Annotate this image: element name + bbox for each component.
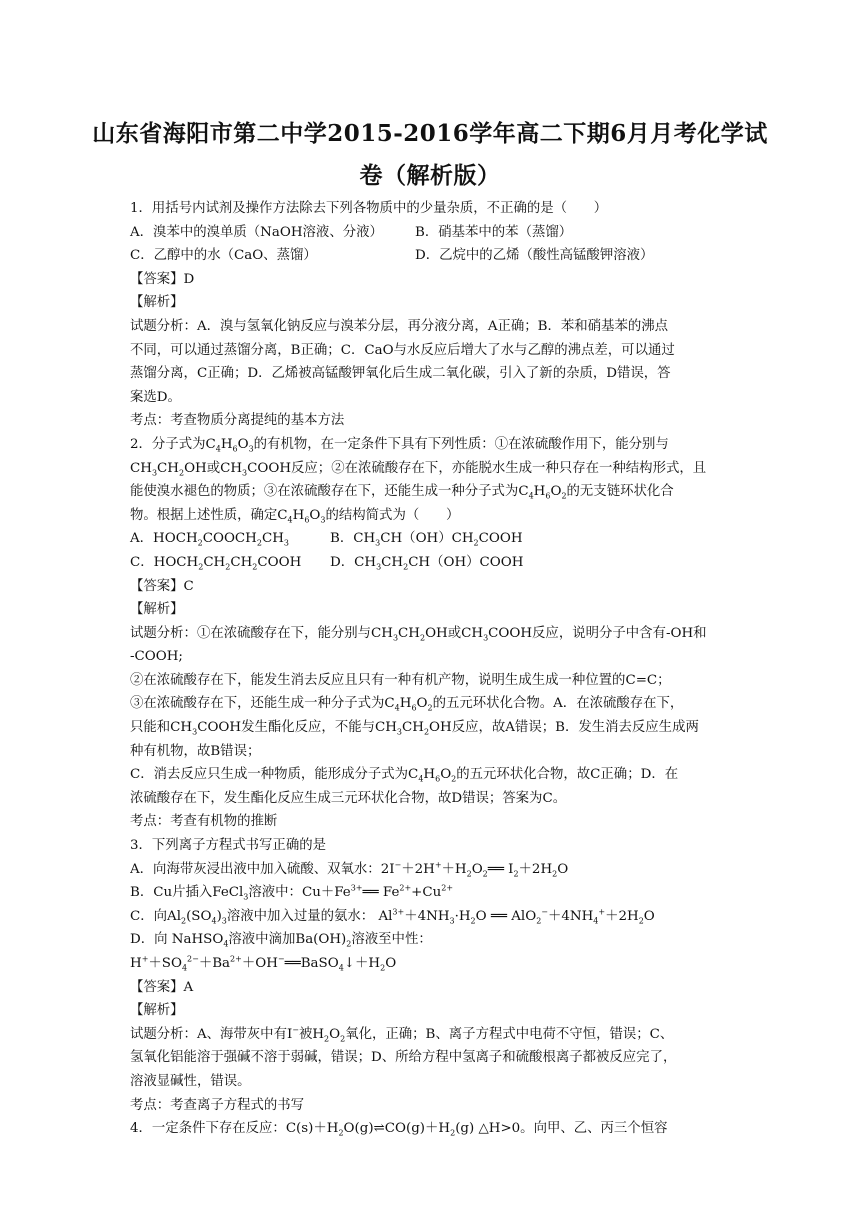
document-title-line-1: 山东省海阳市第二中学2015-2016学年高二下期6月月考化学试 [92,120,768,147]
q2-analysis-line: ②在浓硫酸存在下，能发生消去反应且只有一种有机产物，说明生成生成一种位置的C=C； [130,672,671,688]
q1-option-b: B．硝基苯中的苯（蒸馏） [415,224,573,240]
q2-answer: 【答案】C [130,578,194,594]
q1-analysis-line: 蒸馏分离，C正确；D．乙烯被高锰酸钾氧化后生成二氧化碳，引入了新的杂质，D错误，答 [130,366,671,382]
q2-analysis-line: 试题分析：①在浓硫酸存在下，能分别与$CH_3CH_2OH$或$CH_3COOH$反应，说明分子中含有-OH和 [130,625,707,643]
q1-option-a: A．溴苯中的溴单质（NaOH溶液、分液） [130,224,383,240]
q1-analysis-label: 【解析】 [130,295,184,311]
q2-option-b: B．$CH_3CH(OH)CH_2COOH$ [330,531,523,548]
q3-analysis-line: 试题分析：A、海带灰中有I−被$H_2O_2$氧化，正确；B、离子方程式中电荷不守恒，错误；C、 [130,1025,674,1044]
q1-option-d: D．乙烷中的乙烯（酸性高锰酸钾溶液） [415,248,654,264]
q1-answer: 【答案】D [130,271,195,287]
q2-analysis-line: 种有机物，故B错误； [130,743,261,759]
q1-point: 考点：考查物质分离提纯的基本方法 [130,413,345,429]
q3-point: 考点：考查离子方程式的书写 [130,1097,305,1113]
question-1-options-row-2 [130,244,750,268]
question-2-stem-line: $CH_3CH_2OH$或$CH_3COOH$反应；②在浓硫酸存在下，亦能脱水生成一种只存在一种结构形式，且 [130,460,707,478]
question-4-stem: 4．一定条件下存在反应：$C(s)+H_2O(g)\rightleftharpoons CO(g)+H_2(g)$ △H>0。向甲、乙、丙三个恒容 [130,1121,668,1138]
q3-option-c: C．向$Al_2(SO_4)_3$溶液中加入过量的氨水： $Al^{3+}+4NH_3\cdot H_2O$ ══ $AlO_2^-+4NH_4^++2H_2O$ [130,907,655,926]
q1-option-c: C．乙醇中的水（CaO、蒸馏） [130,248,317,264]
q3-analysis-label: 【解析】 [130,1003,184,1019]
question-3-stem: 3．下列离子方程式书写正确的是 [130,838,326,854]
equilibrium-arrow-icon: ⇌ [373,1121,385,1137]
question-2-options-row-1 [130,527,750,551]
q3-option-a: A．向海带灰浸出液中加入硫酸、双氧水：$2I^-+2H^++H_2O_2══$ $I_2+2H_2O$ [130,860,569,879]
document-title-line-2: 卷（解析版） [359,162,501,189]
q2-analysis-line: C．消去反应只生成一种物质，能形成分子式为$C_4H_6O_2$的五元环状化合物，故C正确；D．在 [130,767,679,784]
q2-point: 考点：考查有机物的推断 [130,814,278,830]
q2-analysis-line: -COOH; [130,649,183,665]
question-2-options-row-2 [130,551,750,575]
q2-analysis-line: ③在浓硫酸存在下，还能生成一种分子式为$C_4H_6O_2$的五元环状化合物。A．在浓硫酸存在下， [130,696,684,714]
q2-option-d: D．$CH_3CH_2CH(OH)COOH$ [330,554,524,572]
q2-analysis-label: 【解析】 [130,602,184,618]
q2-analysis-line: 只能和$CH_3COOH$发生酯化反应，不能与$CH_3CH_2OH$反应，故A错误；B．发生消去反应生成两 [130,720,699,737]
q1-analysis-line: 案选D。 [130,389,181,405]
question-2-stem-line: 能使溴水褪色的物质；③在浓硫酸存在下，还能生成一种分子式为$C_4H_6O_2$的无支链环状化合 [130,484,674,501]
q3-answer: 【答案】A [130,979,194,995]
q3-option-d: D．向 NaHSO$_4$溶液中滴加$Ba(OH)_2$溶液至中性： [130,932,432,950]
document-body [130,197,750,1141]
q1-analysis-line: 不同，可以通过蒸馏分离，B正确；C．CaO与水反应后增大了水与乙醇的沸点差，可以通过 [130,342,675,358]
question-1-stem: 1．用括号内试剂及操作方法除去下列各物质中的少量杂质，不正确的是（ ） [130,201,608,216]
q3-option-d-equation: $H^++SO_4^{2-}+Ba^{2+}+OH^-══BaSO_4↓+H_2O$ [130,954,397,973]
q3-option-b: B．Cu片插入FeCl$_3$溶液中：$Cu+Fe^{3+}══$ $Fe^{2+}+Cu^{2+}$ [130,883,454,902]
q2-option-c: C．$HOCH_2CH_2CH_2COOH$ [130,554,302,572]
q3-analysis-line: 溶液显碱性，错误。 [130,1073,251,1089]
q3-analysis-line: 氢氧化铝能溶于强碱不溶于弱碱，错误；D、所给方程中氢离子和硫酸根离子都被反应完了， [130,1050,677,1066]
q2-analysis-line: 浓硫酸存在下，发生酯化反应生成三元环状化合物，故D错误；答案为C。 [130,790,567,806]
question-2-stem-line: 物。根据上述性质，确定$C_4H_6O_3$的结构简式为（ ） [130,507,460,525]
question-1-options-row-1 [130,221,750,245]
question-2-stem-line: 2．分子式为$C_4H_6O_3$的有机物，在一定条件下具有下列性质：①在浓硫酸作用下，能分别与 [130,436,669,454]
q2-option-a: A．$HOCH_2COOCH_2CH_3$ [130,531,289,548]
q1-analysis-line: 试题分析：A．溴与氢氧化钠反应与溴苯分层，再分液分离，A正确；B．苯和硝基苯的沸点 [130,318,669,334]
